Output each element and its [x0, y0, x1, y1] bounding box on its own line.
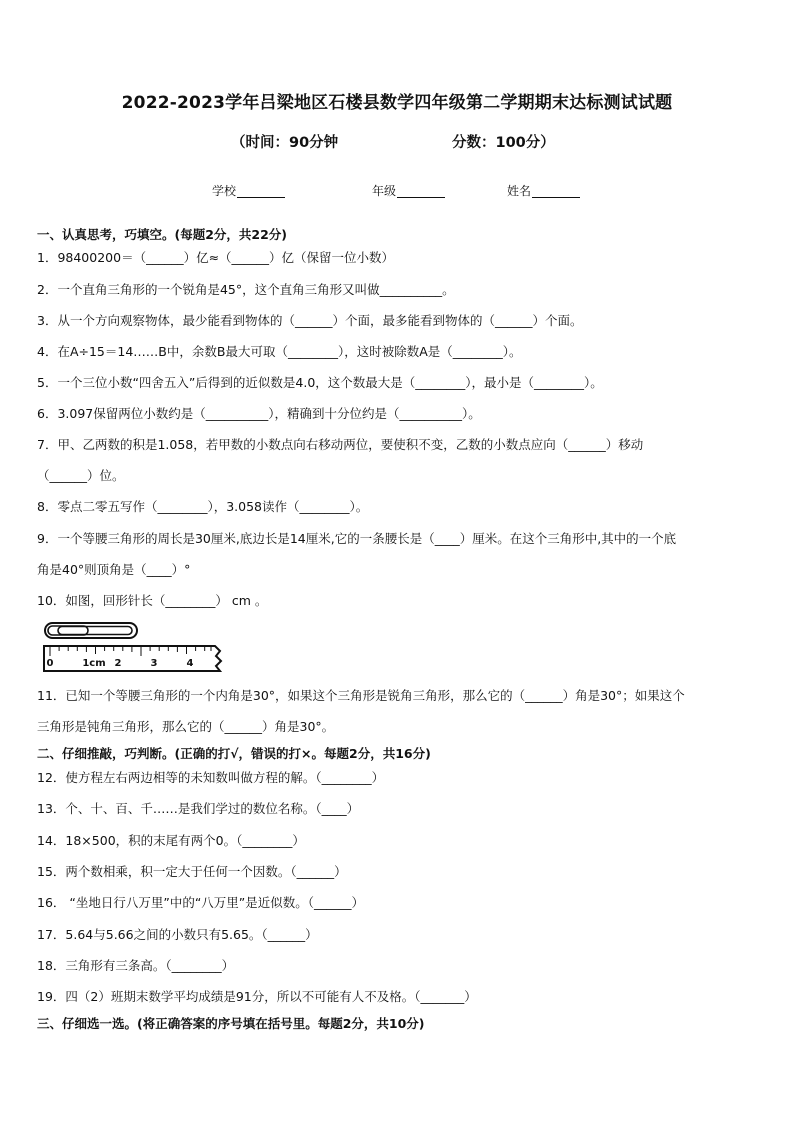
question-11-line2: 三角形是钝角三角形，那么它的（______）角是30°。 — [37, 719, 335, 734]
question-14: 14．18×500，积的末尾有两个0。（________） — [37, 833, 305, 848]
name-label: 姓名 — [507, 184, 532, 198]
question-9-line1: 9．一个等腰三角形的周长是30厘米,底边长是14厘米,它的一条腰长是（____）厘米。在这个三角形中,其中的一个底 — [37, 531, 677, 546]
ruler-label-3: 3 — [150, 658, 158, 669]
question-7-line2: （______）位。 — [37, 468, 125, 483]
school-blank[interactable] — [237, 184, 285, 198]
question-7-line1: 7．甲、乙两数的积是1.058，若甲数的小数点向右移动两位，要使积不变，乙数的小数点应向（______）移动 — [37, 437, 644, 452]
question-13: 13．个、十、百、千……是我们学过的数位名称。（____） — [37, 801, 360, 816]
question-17: 17．5.64与5.66之间的小数只有5.65。（______） — [37, 927, 318, 942]
ruler-label-2: 2 — [114, 658, 122, 669]
grade-label: 年级 — [372, 184, 397, 198]
exam-time: （时间：90分钟 — [231, 135, 339, 151]
ruler-label-1cm: 1cm — [82, 658, 106, 669]
name-field[interactable] — [507, 182, 580, 199]
section-3-header: 三、仔细选一选。(将正确答案的序号填在括号里。每题2分，共10分) — [37, 1016, 425, 1031]
section-1-header: 一、认真思考，巧填空。(每题2分，共22分) — [37, 227, 288, 242]
paperclip-ruler-figure — [40, 620, 230, 676]
question-16: 16． “坐地日行八万里”中的“八万里”是近似数。（______） — [37, 895, 365, 910]
school-field[interactable] — [212, 182, 285, 199]
exam-score: 分数：100分） — [452, 135, 555, 151]
ruler-label-0: 0 — [46, 658, 54, 669]
ruler-icon — [44, 646, 221, 671]
section-2-header: 二、仔细推敲，巧判断。(正确的打√，错误的打×。每题2分，共16分) — [37, 746, 431, 761]
question-4: 4．在A÷15＝14……B中，余数B最大可取（________），这时被除数A是（________）。 — [37, 344, 522, 359]
question-18: 18．三角形有三条高。（________） — [37, 958, 235, 973]
ruler-label-4: 4 — [186, 658, 194, 669]
question-10: 10．如图，回形针长（________） cm 。 — [37, 593, 268, 608]
question-2: 2．一个直角三角形的一个锐角是45°，这个直角三角形又叫做__________。 — [37, 282, 455, 297]
question-6: 6．3.097保留两位小数约是（__________），精确到十分位约是（__________）。 — [37, 406, 481, 421]
grade-field[interactable] — [372, 182, 445, 199]
question-1: 1．98400200＝（______）亿≈（______）亿（保留一位小数） — [37, 250, 395, 265]
grade-blank[interactable] — [397, 184, 445, 198]
question-12: 12．使方程左右两边相等的未知数叫做方程的解。（________） — [37, 770, 385, 785]
question-8: 8．零点二零五写作（________），3.058读作（________）。 — [37, 499, 369, 514]
question-5: 5．一个三位小数“四舍五入”后得到的近似数是4.0，这个数最大是（________），最小是（________）。 — [37, 375, 603, 390]
question-9-line2: 角是40°则顶角是（____）° — [37, 562, 191, 577]
paperclip-icon — [45, 623, 137, 638]
page-title: 2022-2023学年吕梁地区石楼县数学四年级第二学期期末达标测试试题 — [121, 93, 673, 113]
question-15: 15．两个数相乘，积一定大于任何一个因数。（______） — [37, 864, 347, 879]
question-3: 3．从一个方向观察物体，最少能看到物体的（______）个面，最多能看到物体的（______）个面。 — [37, 313, 583, 328]
question-11-line1: 11．已知一个等腰三角形的一个内角是30°，如果这个三角形是锐角三角形，那么它的（______）角是30°；如果这个 — [37, 688, 685, 703]
name-blank[interactable] — [532, 184, 580, 198]
question-19: 19．四（2）班期末数学平均成绩是91分，所以不可能有人不及格。（_______） — [37, 989, 477, 1004]
school-label: 学校 — [212, 184, 237, 198]
